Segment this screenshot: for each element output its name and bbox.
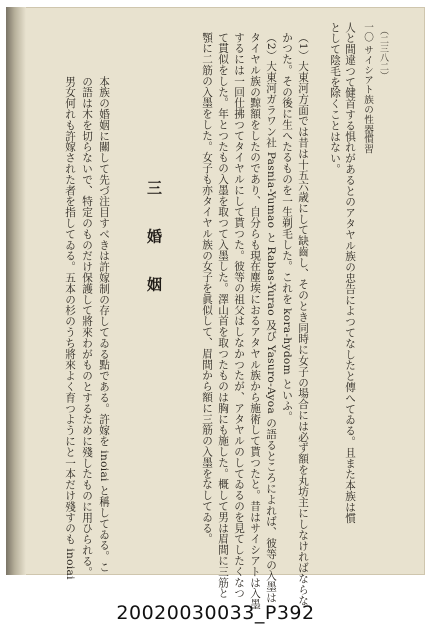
paragraph-top-line: として陰毛を除くことはない。 [329,22,341,175]
book-spine-shadow [6,7,26,575]
running-title: 一〇 サイシアト族の性器慣習 [362,22,373,155]
note-line: タイヤル族の黥額をしたのであり、自分らも現在塵埃におるアタヤル族から施術して貰つたと。昔はサイシアトは入墨 [249,32,261,610]
main-paragraph-line: 男女何れも許嫁された者を指してゐる。五本の杉のうち將來よく育つようにと一本だけ殘すのも inoiai [64,76,76,580]
note-line: かつた。その後に生へたるものを一生剃毛した。これを kora-hydom といふ。 [281,32,293,423]
main-paragraph-line: 本族の婚姻に關して先づ注目すべきは許嫁制の存してゐる點である。許嫁を inoiai と稱してゐる。こ [98,76,110,573]
main-paragraph-line: の語は木を切らないで、特定のものだけ保護して將來わがものとするために殘したものに用ひられる。 [81,76,93,578]
note-line: （1）大東河方面では昔は十五六歳にして缺齒し、そのとき同時に女子の場合には必ず額を丸坊主にしなければならな [297,32,309,606]
paragraph-top-line: 人と間違つて健首する惧れがあるとのアタヤル族の忠告によつてなしたと傳へてゐる。且また本族は慣 [344,22,356,524]
page-number: （二三八二） [378,26,388,80]
note-line: 顎に二筋の入墨をした。女子も亦タイヤル族の女子を眞似して、眉間から額に三筋の入墨をなしてゐる。 [201,32,213,545]
note-line: するには一回仕拂つてタイヤルにして貰つた。彼等の祖父はしなかつたが、アタヤルのしてゐるのを見てしたくなつ [233,32,245,599]
image-caption: 20020030033_P392 [116,602,315,624]
section-title: 三 婚 姻 [145,180,163,306]
note-line: （2）大東河ガラワン社 Pasnia-Yumao と Rabas-Yurao 及び Yasuro-Ayoa の語るところによれば、彼等の入墨は [265,32,277,604]
note-line: て貫似をした。年とつたもの入墨を取つて入墨した。澤山首を取つたものは胸にも施した。概して男は眉間に三筋と [217,32,229,599]
